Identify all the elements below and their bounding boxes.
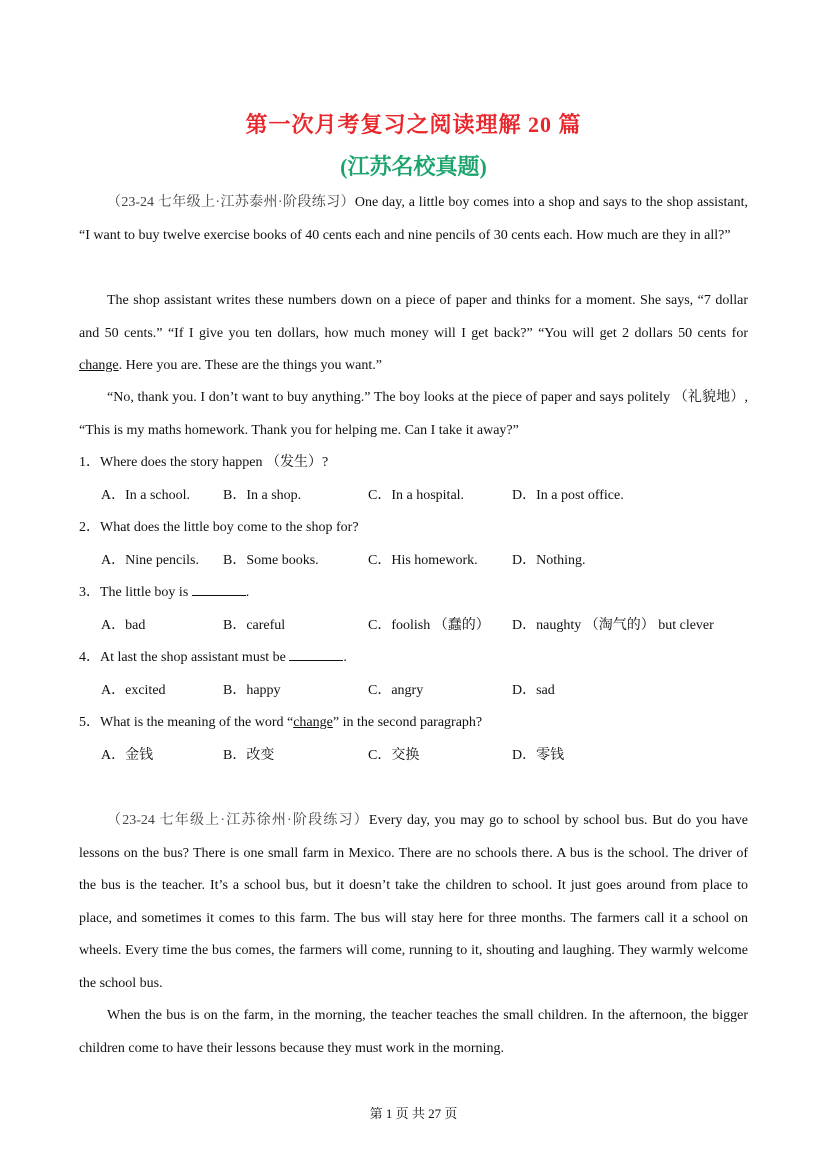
passage2-paragraph1-text: Every day, you may go to school by school bus. But do you have lessons on the bus? There is one small farm in Mexico. There are no schools there. A bus is the school. The driver of the bus is the teacher. It’s a school bus, but it doesn’t take the children to school. It just goes around from place to place, and sometimes it comes to this farm. The bus will stay here for three months. The farmers call it a school on wheels. Every time the bus comes, the farmers will come, running to it, shouting and laughing. They warmly welcome the school bus.: [79, 813, 748, 991]
page-subtitle: (江苏名校真题): [340, 154, 487, 179]
passage1-paragraph3: “No, thank you. I don’t want to buy anything.” The boy looks at the piece of paper and says politely （礼貌地）, “This is my maths homework. Thank you for helping me. Can I take it away?”: [79, 390, 748, 438]
passage1-paragraph1-text: One day, a little boy comes into a shop and says to the shop assistant, “I want to buy twelve exercise books of 40 cents each and nine pencils of 30 cents each. How much are they in all?”: [79, 195, 748, 243]
answer-blank: [289, 648, 343, 661]
question-4-stem-end: .: [343, 650, 347, 665]
question-5-option-d: D．零钱: [512, 748, 565, 763]
passage2-paragraph1: [79, 805, 748, 1000]
question-3-option-d: D．naughty （淘气的） but clever: [512, 618, 714, 633]
question-5-stem-end: ” in the second paragraph?: [332, 715, 483, 730]
question-2-option-a: A．Nine pencils.: [101, 553, 199, 568]
question-3-stem-end: .: [245, 585, 250, 600]
question-4-option-b: B．happy: [223, 683, 281, 698]
question-4-stem-text: 4．At last the shop assistant must be: [79, 650, 290, 665]
question-5-stem: [79, 713, 482, 733]
question-5-option-c: C．交换: [368, 748, 420, 763]
question-4-stem: [79, 648, 347, 668]
question-2-option-c: C．His homework.: [368, 553, 478, 568]
question-3-stem-text: 3．The little boy is: [79, 585, 192, 600]
passage1-paragraph2: [79, 285, 748, 383]
question-5-stem-text: 5．What is the meaning of the word “: [79, 715, 294, 730]
question-4-option-d: D．sad: [512, 683, 555, 698]
passage1-source: （23-24 七年级上·江苏泰州·阶段练习）: [107, 195, 355, 210]
question-3-option-b: B．careful: [223, 618, 286, 633]
passage2-source: （23-24 七年级上·江苏徐州·阶段练习）: [107, 813, 369, 828]
underlined-word-change: change: [79, 358, 119, 373]
question-3-option-c: C．foolish （蠢的）: [368, 618, 490, 633]
question-2-option-b: B．Some books.: [223, 553, 319, 568]
page-footer: 第 1 页 共 27 页: [369, 1106, 458, 1121]
question-3-stem: [79, 583, 249, 603]
passage1-paragraph1: [79, 187, 748, 252]
question-1-option-a: A．In a school.: [101, 488, 191, 503]
question-5-option-a: A．金钱: [101, 748, 154, 763]
question-2-option-d: D．Nothing.: [512, 553, 586, 568]
underlined-word-change: change: [293, 715, 333, 730]
passage1-paragraph2-text: The shop assistant writes these numbers down on a piece of paper and thinks for a moment. She says, “7 dollar and 50 cents.” “If I give you ten dollars, how much money will I get back?” “You will get 2 dollars 50 cents for: [79, 293, 748, 341]
question-5-option-b: B．改变: [223, 748, 275, 763]
question-1-option-b: B．In a shop.: [223, 488, 302, 503]
passage1-paragraph2-end: . Here you are. These are the things you want.”: [118, 358, 382, 373]
question-1-stem: 1．Where does the story happen （发生）?: [79, 455, 329, 470]
question-1-option-c: C．In a hospital.: [368, 488, 465, 503]
question-4-option-a: A．excited: [101, 683, 166, 698]
question-3-option-a: A．bad: [101, 618, 146, 633]
question-1-option-d: D．In a post office.: [512, 488, 624, 503]
passage2-paragraph2: When the bus is on the farm, in the morning, the teacher teaches the small children. In the afternoon, the bigger children come to have their lessons because they must work in the morning.: [79, 1008, 748, 1056]
page-title: 第一次月考复习之阅读理解 20 篇: [245, 112, 582, 137]
question-4-option-c: C．angry: [368, 683, 424, 698]
question-2-stem: 2．What does the little boy come to the shop for?: [79, 520, 359, 535]
answer-blank: [192, 583, 246, 596]
